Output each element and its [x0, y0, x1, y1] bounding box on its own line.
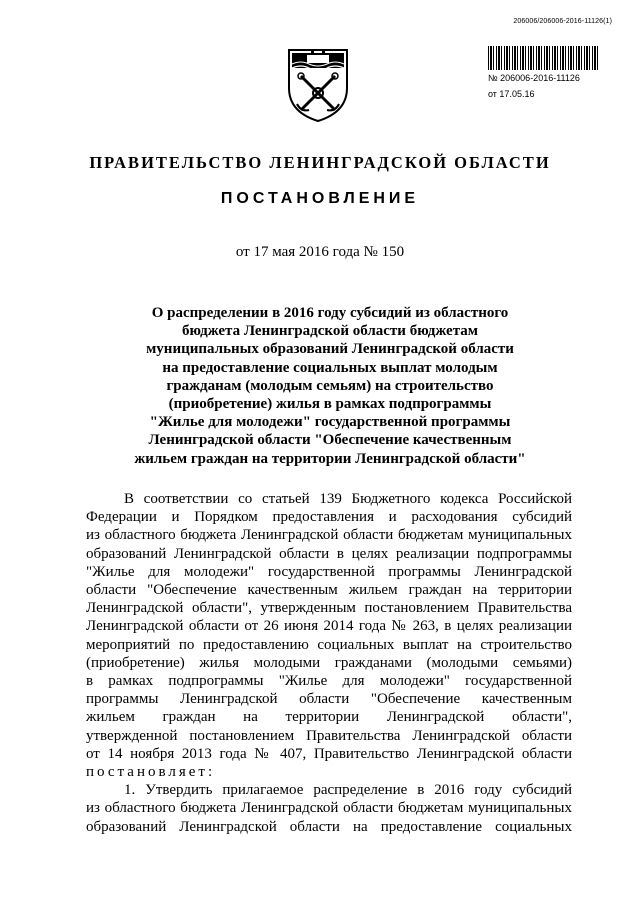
body-line: 1. Утвердить прилагаемое распределение в 2016 году субсидий — [124, 782, 572, 799]
document-type: ПОСТАНОВЛЕНИЕ — [220, 190, 420, 207]
document-subject — [130, 304, 530, 468]
government-title: ПРАВИТЕЛЬСТВО ЛЕНИНГРАДСКОЙ ОБЛАСТИ — [89, 153, 551, 172]
subject-line: (приобретение) жилья в рамках подпрограммы — [168, 396, 492, 413]
body-line: области "Обеспечение качественным жильем граждан на территории — [86, 582, 572, 599]
document-body — [86, 490, 572, 836]
body-line: В соответствии со статьей 139 Бюджетного кодекса Российской — [124, 491, 572, 507]
body-line: образований Ленинградской области на предоставление социальных — [86, 818, 572, 835]
body-line-decree: постановляет: — [86, 764, 216, 781]
subject-line: гражданам (молодым семьям) на строительство — [166, 377, 494, 394]
leningrad-oblast-coat-of-arms-icon — [283, 44, 353, 124]
body-line: "Жилье для молодежи" государственной программы Ленинградской — [86, 563, 572, 580]
registration-date: от 17.05.16 — [488, 89, 535, 99]
document-date: от 17 мая 2016 года № 150 — [235, 244, 405, 260]
subject-line: муниципальных образований Ленинградской области — [146, 341, 514, 358]
body-line: (приобретение) жилья молодыми гражданами (молодыми семьями) — [86, 654, 572, 671]
subject-line: Ленинградской области "Обеспечение качественным — [148, 432, 512, 449]
body-line: Ленинградской области", утвержденным постановлением Правительства — [86, 600, 572, 617]
body-line: программы Ленинградской области "Обеспечение качественным — [86, 691, 572, 708]
body-line: образований Ленинградской области в целях реализации подпрограммы — [86, 545, 572, 562]
barcode — [488, 46, 598, 70]
body-line: Ленинградской области от 26 июня 2014 года № 263, в целях реализации — [86, 618, 572, 635]
body-line: из областного бюджета Ленинградской области бюджетам муниципальных — [86, 527, 572, 544]
body-line: жильем граждан на территории Ленинградской области", — [86, 709, 572, 726]
registration-number: № 206006-2016-11126 — [488, 73, 580, 83]
body-line: утвержденной постановлением Правительства Ленинградской области — [86, 727, 572, 744]
subject-line: на предоставление социальных выплат молодым — [162, 359, 498, 376]
body-line: в рамках подпрограммы "Жилье для молодежи" государственной — [86, 673, 572, 690]
subject-line: "Жилье для молодежи" государственной программы — [149, 414, 511, 431]
subject-line: О распределении в 2016 году субсидий из областного — [151, 305, 509, 321]
body-line: Федерации и Порядком предоставления и расходования субсидий — [86, 509, 572, 526]
body-line: мероприятий по предоставлению социальных выплат на строительство — [86, 636, 572, 653]
document-code: 206006/206006-2016-11126(1) — [513, 18, 612, 25]
subject-line: бюджета Ленинградской области бюджетам — [182, 323, 478, 340]
body-line: от 14 ноября 2013 года № 407, Правительство Ленинградской области — [86, 745, 572, 762]
body-line: из областного бюджета Ленинградской области бюджетам муниципальных — [86, 800, 572, 817]
subject-line: жильем граждан на территории Ленинградской области" — [134, 450, 526, 467]
